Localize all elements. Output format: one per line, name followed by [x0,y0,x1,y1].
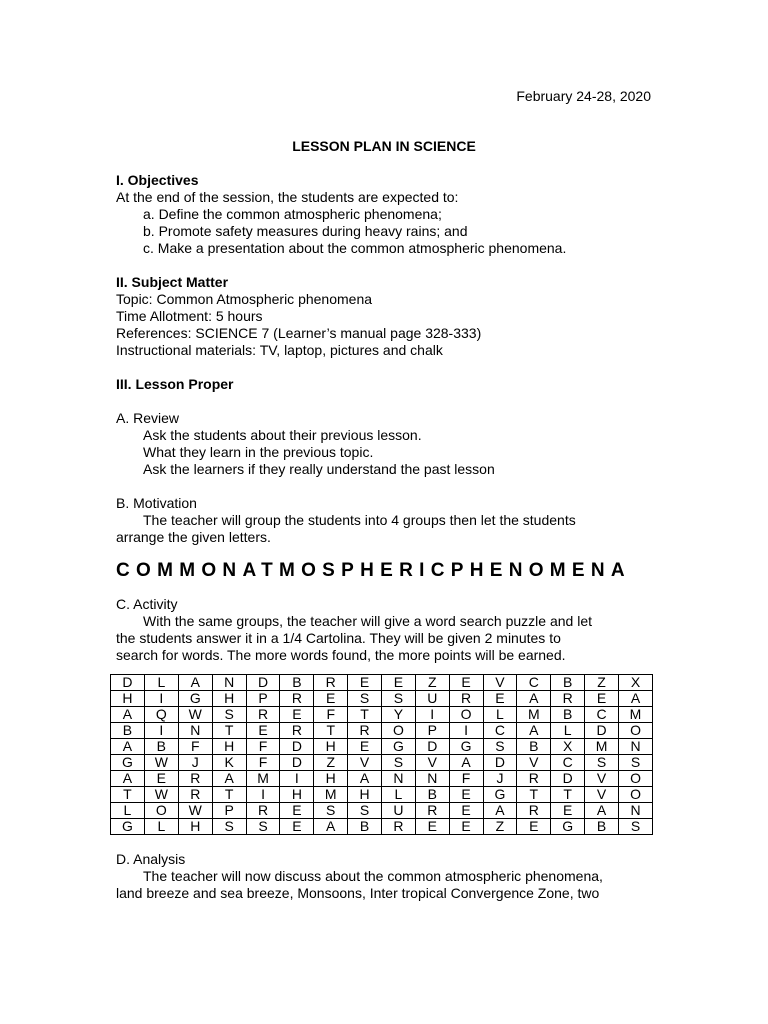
word-search-cell: C [551,755,585,771]
word-search-cell: G [449,739,483,755]
word-search-cell: W [144,755,178,771]
objectives-heading: I. Objectives [116,172,199,188]
word-search-cell: T [348,707,382,723]
objectives-intro: At the end of the session, the students are expected to: [116,189,459,205]
word-search-cell: O [449,707,483,723]
word-search-cell: T [212,723,246,739]
activity-line: the students answer it in a 1/4 Cartolina. They will be given 2 minutes to [116,630,561,646]
subject-matter-heading: II. Subject Matter [116,274,229,290]
word-search-cell: A [111,739,145,755]
word-search-row [111,803,653,819]
word-search-cell: T [551,787,585,803]
word-search-row [111,675,653,691]
word-search-cell: R [348,723,382,739]
word-search-cell: N [619,739,653,755]
word-search-cell: E [246,723,280,739]
word-search-cell: G [111,819,145,835]
word-search-cell: D [585,723,619,739]
word-search-cell: K [212,755,246,771]
word-search-cell: I [449,723,483,739]
word-search-cell: A [111,771,145,787]
word-search-cell: F [449,771,483,787]
review-section [116,410,656,478]
word-search-row [111,739,653,755]
word-search-cell: S [381,691,415,707]
review-line: Ask the learners if they really understand the past lesson [143,461,495,477]
word-search-cell: E [449,675,483,691]
word-search-cell: S [619,819,653,835]
word-search-cell: A [483,803,517,819]
lesson-proper-heading: III. Lesson Proper [116,376,234,392]
motivation-line: arrange the given letters. [116,529,271,545]
word-search-row [111,691,653,707]
word-search-cell: J [483,771,517,787]
word-search-cell: E [348,675,382,691]
word-search-cell: N [178,723,212,739]
word-search-cell: M [517,707,551,723]
word-search-cell: R [178,771,212,787]
word-search-cell: F [178,739,212,755]
document-title: LESSON PLAN IN SCIENCE [292,138,476,154]
word-search-cell: A [111,707,145,723]
word-search-cell: M [314,787,348,803]
word-search-cell: S [619,755,653,771]
analysis-line: The teacher will now discuss about the common atmospheric phenomena, [143,868,603,884]
subject-matter-references: References: SCIENCE 7 (Learner’s manual page 328-333) [116,325,482,341]
word-search-cell: S [212,707,246,723]
word-search-cell: S [212,819,246,835]
activity-line: search for words. The more words found, the more points will be earned. [116,647,566,663]
word-search-cell: E [517,819,551,835]
word-search-cell: R [280,691,314,707]
word-search-cell: R [314,675,348,691]
word-search-cell: Q [144,707,178,723]
word-search-cell: O [144,803,178,819]
word-search-cell: A [348,771,382,787]
review-line: Ask the students about their previous lesson. [143,427,422,443]
word-search-cell: H [178,819,212,835]
word-search-cell: I [144,723,178,739]
word-search-cell: E [280,819,314,835]
word-search-cell: R [178,787,212,803]
word-search-cell: B [280,675,314,691]
word-search-cell: B [348,819,382,835]
objective-item: c. Make a presentation about the common atmospheric phenomena. [143,240,567,256]
word-search-cell: N [415,771,449,787]
word-search-cell: R [517,803,551,819]
word-search-cell: H [314,739,348,755]
word-search-cell: D [483,755,517,771]
subject-matter-topic: Topic: Common Atmospheric phenomena [116,291,373,307]
word-search-cell: X [619,675,653,691]
word-search-cell: V [348,755,382,771]
motivation-heading: B. Motivation [116,495,197,511]
word-search-cell: U [415,691,449,707]
subject-matter-section [116,274,656,359]
word-search-cell: T [212,787,246,803]
word-search-cell: N [212,675,246,691]
word-search-cell: Z [483,819,517,835]
word-search-cell: E [415,819,449,835]
word-search-cell: O [381,723,415,739]
word-search-cell: J [178,755,212,771]
word-search-cell: D [111,675,145,691]
word-search-cell: S [483,739,517,755]
word-search-cell: E [348,739,382,755]
word-search-cell: T [517,787,551,803]
word-search-cell: F [246,755,280,771]
word-search-cell: H [314,771,348,787]
word-search-cell: B [551,675,585,691]
word-search-cell: A [212,771,246,787]
word-search-cell: H [212,739,246,755]
word-search-cell: I [415,707,449,723]
motivation-line: The teacher will group the students into 4 groups then let the students [143,512,576,528]
word-search-cell: W [144,787,178,803]
word-search-cell: A [585,803,619,819]
word-search-cell: C [483,723,517,739]
objective-item: b. Promote safety measures during heavy rains; and [143,223,468,239]
word-search-cell: G [483,787,517,803]
word-search-cell: A [517,691,551,707]
word-search-row [111,819,653,835]
word-search-cell: L [144,819,178,835]
activity-line: With the same groups, the teacher will give a word search puzzle and let [143,613,593,629]
objective-item: a. Define the common atmospheric phenomena; [143,206,442,222]
word-search-cell: O [619,771,653,787]
analysis-heading: D. Analysis [116,851,186,867]
word-search-cell: E [314,691,348,707]
word-search-cell: S [314,803,348,819]
word-search-cell: P [212,803,246,819]
word-search-cell: D [415,739,449,755]
word-search-cell: R [517,771,551,787]
word-search-cell: E [551,803,585,819]
word-search-cell: V [483,675,517,691]
word-search-cell: E [449,819,483,835]
word-search-cell: B [551,707,585,723]
word-search-cell: I [280,771,314,787]
word-search-cell: W [178,803,212,819]
word-search-cell: F [246,739,280,755]
review-heading: A. Review [116,410,180,426]
word-search-cell: I [246,787,280,803]
word-search-cell: G [381,739,415,755]
word-search-cell: V [517,755,551,771]
word-search-cell: M [246,771,280,787]
word-search-cell: S [348,691,382,707]
word-search-cell: E [449,803,483,819]
word-search-cell: R [381,819,415,835]
word-search-cell: D [551,771,585,787]
word-search-cell: U [381,803,415,819]
activity-section [116,596,656,664]
word-search-cell: T [111,787,145,803]
word-search-cell: B [111,723,145,739]
word-search-cell: M [585,739,619,755]
word-search-cell: R [449,691,483,707]
word-search-cell: H [111,691,145,707]
word-search-cell: E [483,691,517,707]
analysis-section [116,851,656,902]
word-search-cell: E [449,787,483,803]
word-search-cell: C [585,707,619,723]
word-search-cell: B [144,739,178,755]
word-search-cell: F [314,707,348,723]
word-search-cell: R [246,707,280,723]
scrambled-letters: COMMONATMOSPHERICPHENOMENA [116,560,631,581]
word-search-cell: Y [381,707,415,723]
word-search-cell: W [178,707,212,723]
subject-matter-time: Time Allotment: 5 hours [116,308,263,324]
word-search-cell: S [348,803,382,819]
activity-heading: C. Activity [116,596,178,612]
document-body [116,172,656,902]
word-search-cell: P [246,691,280,707]
word-search-cell: R [280,723,314,739]
word-search-cell: E [381,675,415,691]
word-search-cell: V [415,755,449,771]
word-search-cell: E [280,803,314,819]
word-search-cell: S [585,755,619,771]
word-search-cell: N [381,771,415,787]
word-search-cell: B [517,739,551,755]
word-search-row [111,787,653,803]
word-search-cell: D [280,739,314,755]
word-search-cell: A [178,675,212,691]
word-search-cell: V [585,771,619,787]
word-search-cell: D [280,755,314,771]
word-search-cell: E [144,771,178,787]
word-search-cell: P [415,723,449,739]
word-search-row [111,755,653,771]
word-search-cell: G [551,819,585,835]
word-search-cell: Z [585,675,619,691]
word-search-cell: L [381,787,415,803]
word-search-cell: Z [314,755,348,771]
word-search-cell: C [517,675,551,691]
word-search-cell: B [415,787,449,803]
word-search-cell: A [517,723,551,739]
word-search-cell: L [483,707,517,723]
word-search-cell: R [551,691,585,707]
word-search-cell: L [111,803,145,819]
word-search-cell: R [415,803,449,819]
word-search-cell: L [144,675,178,691]
word-search-cell: G [111,755,145,771]
word-search-row [111,707,653,723]
word-search-cell: H [212,691,246,707]
word-search-cell: L [551,723,585,739]
objectives-section [116,172,656,257]
word-search-cell: Z [415,675,449,691]
word-search-cell: N [619,803,653,819]
word-search-cell: S [381,755,415,771]
word-search-cell: A [314,819,348,835]
word-search-cell: S [246,819,280,835]
subject-matter-materials: Instructional materials: TV, laptop, pictures and chalk [116,342,443,358]
word-search-cell: T [314,723,348,739]
word-search-cell: A [619,691,653,707]
word-search-cell: R [246,803,280,819]
word-search-row [111,771,653,787]
analysis-line: land breeze and sea breeze, Monsoons, Inter tropical Convergence Zone, two [116,885,600,901]
word-search-cell: O [619,787,653,803]
word-search-cell: X [551,739,585,755]
review-line: What they learn in the previous topic. [143,444,374,460]
motivation-section [116,495,656,546]
word-search-cell: D [246,675,280,691]
word-search-cell: V [585,787,619,803]
word-search-cell: A [449,755,483,771]
word-search-table [110,674,653,835]
word-search-cell: G [178,691,212,707]
word-search-cell: O [619,723,653,739]
word-search-cell: E [280,707,314,723]
word-search-cell: B [585,819,619,835]
word-search-row [111,723,653,739]
word-search-cell: H [348,787,382,803]
lesson-date: February 24-28, 2020 [516,88,651,104]
word-search-cell: E [585,691,619,707]
word-search-cell: I [144,691,178,707]
word-search-cell: H [280,787,314,803]
word-search-cell: M [619,707,653,723]
